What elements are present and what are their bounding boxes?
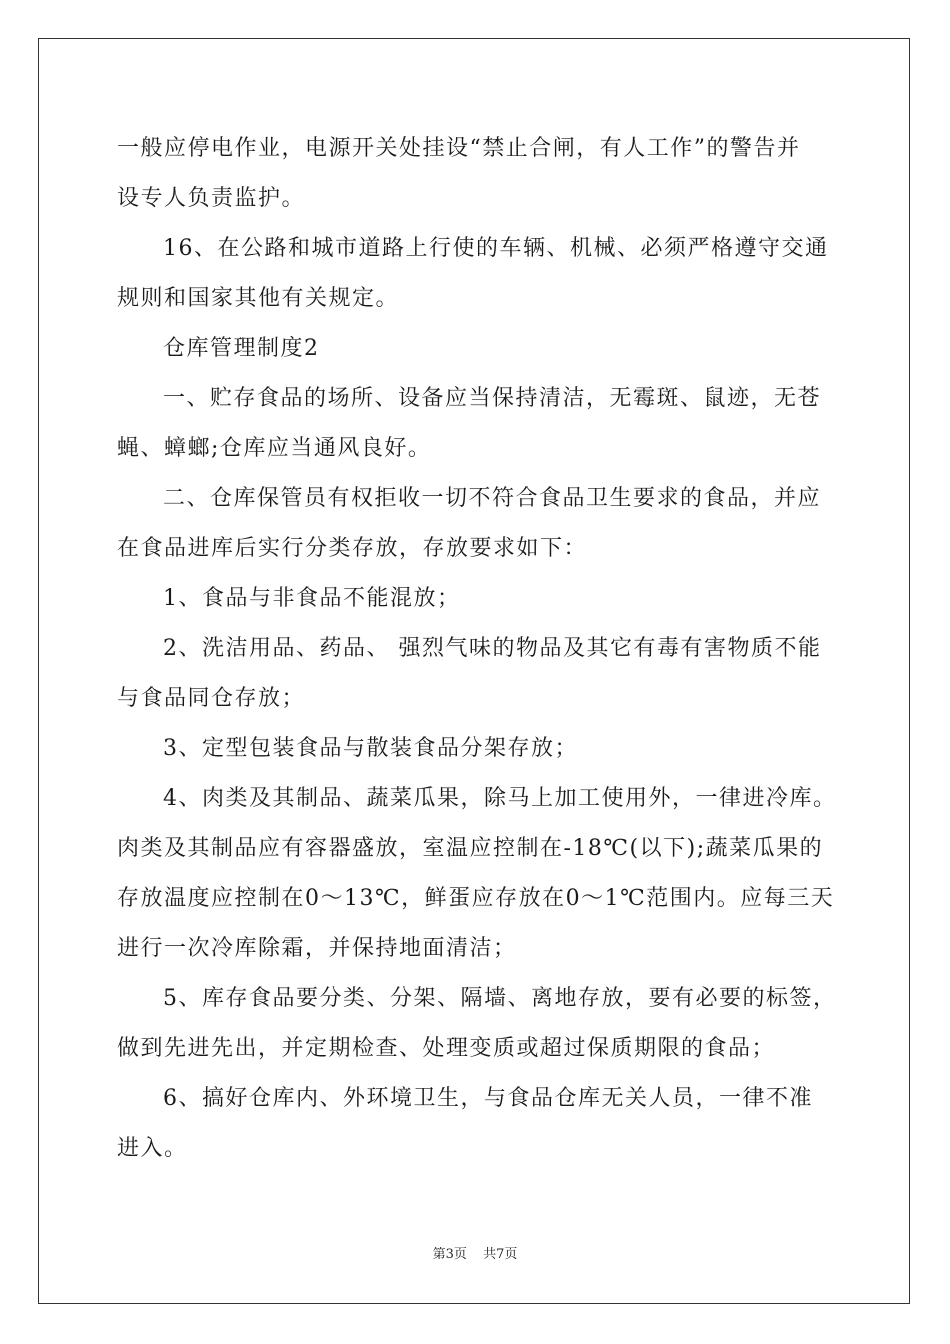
- list-item-4: 4、肉类及其制品、蔬菜瓜果，除马上加工使用外，一律进冷库。: [163, 786, 837, 811]
- page-number-total: 共7页: [483, 1247, 518, 1262]
- body-line: 做到先进先出，并定期检查、处理变质或超过保质期限的食品；: [117, 1036, 776, 1061]
- list-item-5: 5、库存食品要分类、分架、隔墙、离地存放，要有必要的标签，: [163, 986, 837, 1011]
- list-item-6: 6、搞好仓库内、外环境卫生，与食品仓库无关人员，一律不准: [163, 1086, 813, 1111]
- body-line: 进行一次冷库除霜，并保持地面清洁；: [117, 936, 517, 961]
- body-line: 一般应停电作业，电源开关处挂设“禁止合闸，有人工作”的警告并: [117, 136, 801, 161]
- list-item-1: 1、食品与非食品不能混放；: [163, 586, 461, 611]
- document-body: [117, 124, 837, 1174]
- body-line: 与食品同仓存放；: [117, 686, 306, 711]
- body-line: 设专人负责监护。: [117, 186, 306, 211]
- body-line: 存放温度应控制在0～13℃，鲜蛋应存放在0～1℃范围内。应每三天: [117, 886, 835, 911]
- body-line: 在食品进库后实行分类存放，存放要求如下：: [117, 536, 588, 561]
- body-line: 规则和国家其他有关规定。: [117, 286, 400, 311]
- paragraph-one: 一、贮存食品的场所、设备应当保持清洁，无霉斑、鼠迹，无苍: [163, 386, 822, 411]
- list-item-2: 2、洗洁用品、药品、 强烈气味的物品及其它有毒有害物质不能: [163, 636, 822, 661]
- section-heading: 仓库管理制度2: [163, 336, 320, 361]
- page-number-current: 第3页: [432, 1247, 467, 1262]
- page-footer: [0, 1245, 950, 1265]
- paragraph-16: 16、在公路和城市道路上行使的车辆、机械、必须严格遵守交通: [163, 236, 829, 261]
- list-item-3: 3、定型包装食品与散装食品分架存放；: [163, 736, 578, 761]
- paragraph-two: 二、仓库保管员有权拒收一切不符合食品卫生要求的食品，并应: [163, 486, 822, 511]
- body-line: 肉类及其制品应有容器盛放，室温应控制在-18℃(以下);蔬菜瓜果的: [117, 836, 824, 861]
- body-line: 蝇、蟑螂;仓库应当通风良好。: [117, 436, 432, 461]
- body-line: 进入。: [117, 1136, 188, 1161]
